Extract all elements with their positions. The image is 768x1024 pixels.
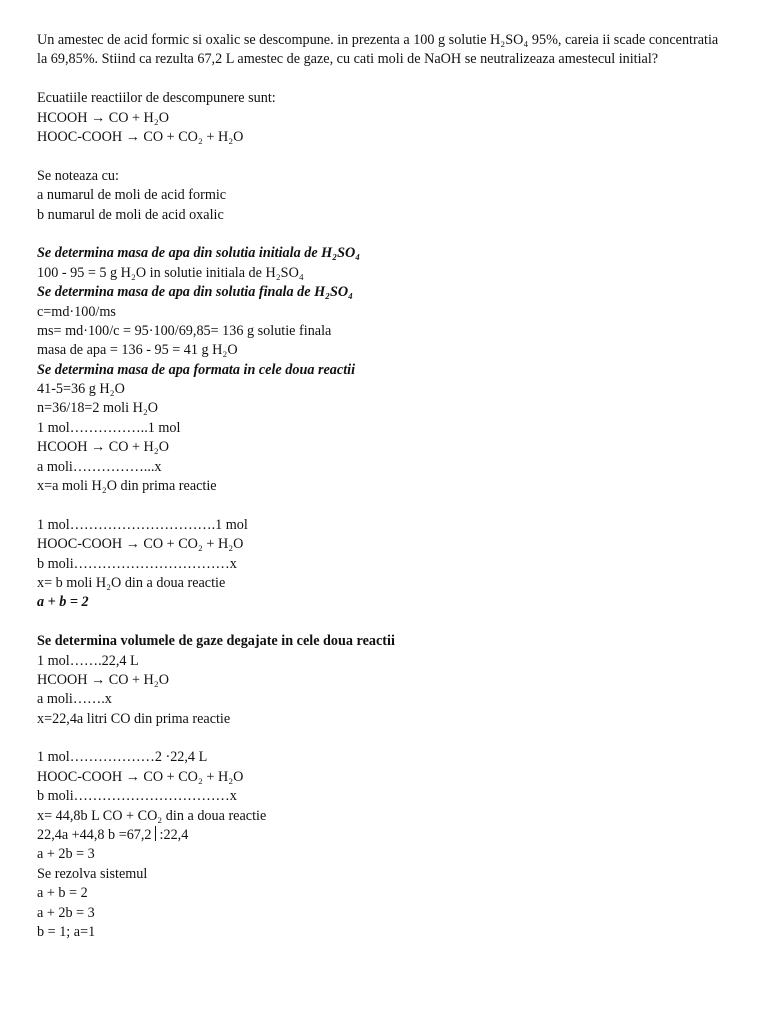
line-text: HCOOH → CO + H₂O (37, 671, 169, 688)
text-line (37, 768, 727, 787)
text-line (37, 516, 727, 535)
section-heading (37, 244, 727, 263)
text-line (37, 264, 727, 283)
section-heading (37, 632, 727, 651)
text-line (37, 904, 727, 923)
line-text: Se determina masa de apa formata in cele doua reactii (37, 361, 356, 378)
line-text: Se determina masa de apa din solutia initiala de H₂SO₄ (37, 245, 361, 262)
text-line (37, 787, 727, 806)
text-line (37, 865, 727, 884)
blank-line (37, 613, 727, 632)
line-text: HOOC-COOH → CO + CO₂ + H₂O (37, 768, 244, 785)
blank-line (37, 225, 727, 244)
line-text: 100 - 95 = 5 g H₂O in solutie initiala de H₂SO₄ (37, 264, 304, 281)
line-text: Se noteaza cu: (37, 167, 119, 184)
text-line (37, 555, 727, 574)
line-text: b = 1; a=1 (37, 924, 96, 940)
text-line (37, 826, 727, 845)
text-line (37, 671, 727, 690)
text-line (37, 380, 727, 399)
line-text: a moli…….x (37, 691, 112, 708)
divide-note: :22,4 (159, 827, 189, 844)
blank-line (37, 147, 727, 166)
text-line (37, 710, 727, 729)
text-line (37, 341, 727, 360)
text-line (37, 186, 727, 205)
problem-statement: Un amestec de acid formic si oxalic se descompune. in prezenta a 100 g solutie H₂SO₄ 95%, careia ii scade concentratia la 69,85%. Stiind ca rezulta 67,2 L amestec de gaze, cu cati moli de NaOH se neutralizeaza amestecul initial? (37, 32, 719, 68)
line-text: a moli……………...x (37, 458, 162, 475)
text-line (37, 167, 727, 186)
text-line (37, 477, 727, 496)
text-line (37, 89, 727, 108)
line-text: a + 2b = 3 (37, 904, 95, 921)
line-text: x= 44,8b L CO + CO₂ din a doua reactie (37, 807, 267, 824)
line-text: 1 mol……………..1 mol (37, 419, 181, 436)
text-line (37, 438, 727, 457)
section-heading (37, 593, 727, 612)
line-text: b moli……………………………x (37, 788, 237, 805)
text-line (37, 574, 727, 593)
blank-line (37, 729, 727, 748)
text-line (37, 419, 727, 438)
line-text: 1 mol………………………….1 mol (37, 516, 248, 533)
text-line (37, 845, 727, 864)
line-text: b numarul de moli de acid oxalic (37, 206, 224, 223)
line-text: masa de apa = 136 - 95 = 41 g H₂O (37, 342, 238, 359)
document-body (37, 31, 727, 942)
line-text: HCOOH → CO + H₂O (37, 109, 169, 126)
section-heading (37, 361, 727, 380)
text-line (37, 690, 727, 709)
line-text: c=md·100/ms (37, 303, 116, 320)
text-line (37, 884, 727, 903)
line-text: x=a moli H₂O din prima reactie (37, 478, 217, 495)
line-text: Se rezolva sistemul (37, 865, 148, 882)
line-text: 41-5=36 g H₂O (37, 381, 125, 398)
line-text: x=22,4a litri CO din prima reactie (37, 710, 231, 727)
solution-lines (37, 89, 727, 942)
line-text: x= b moli H₂O din a doua reactie (37, 574, 226, 591)
text-line (37, 458, 727, 477)
blank-line (37, 496, 727, 515)
line-text: a numarul de moli de acid formic (37, 187, 227, 204)
line-text: a + 2b = 3 (37, 846, 95, 863)
line-text: 1 mol…….22,4 L (37, 652, 139, 669)
line-text: Se determina masa de apa din solutia finala de H₂SO₄ (37, 284, 354, 301)
section-heading (37, 283, 727, 302)
line-text: a + b = 2 (37, 885, 88, 902)
text-line (37, 109, 727, 128)
line-text: ms= md·100/c = 95·100/69,85= 136 g solutie finala (37, 322, 332, 339)
line-text: Se determina volumele de gaze degajate in cele doua reactii (37, 633, 395, 650)
line-text: HOOC-COOH → CO + CO₂ + H₂O (37, 536, 244, 553)
line-text: Ecuatiile reactiilor de descompunere sunt: (37, 90, 276, 107)
line-text: HCOOH → CO + H₂O (37, 439, 169, 456)
divider-bar (155, 826, 156, 841)
line-text: n=36/18=2 moli H₂O (37, 400, 159, 417)
text-line (37, 535, 727, 554)
text-line (37, 399, 727, 418)
text-line (37, 303, 727, 322)
text-line (37, 748, 727, 767)
text-line (37, 807, 727, 826)
line-text: 1 mol………………2 ·22,4 L (37, 749, 208, 766)
text-line (37, 128, 727, 147)
line-text: HOOC-COOH → CO + CO₂ + H₂O (37, 128, 244, 145)
text-line (37, 322, 727, 341)
blank-line (37, 70, 727, 89)
text-line (37, 206, 727, 225)
line-text: a + b = 2 (37, 594, 89, 611)
text-line (37, 923, 727, 942)
line-text: 22,4a +44,8 b =67,2 (37, 827, 152, 844)
line-text: b moli……………………………x (37, 555, 237, 572)
text-line (37, 652, 727, 671)
